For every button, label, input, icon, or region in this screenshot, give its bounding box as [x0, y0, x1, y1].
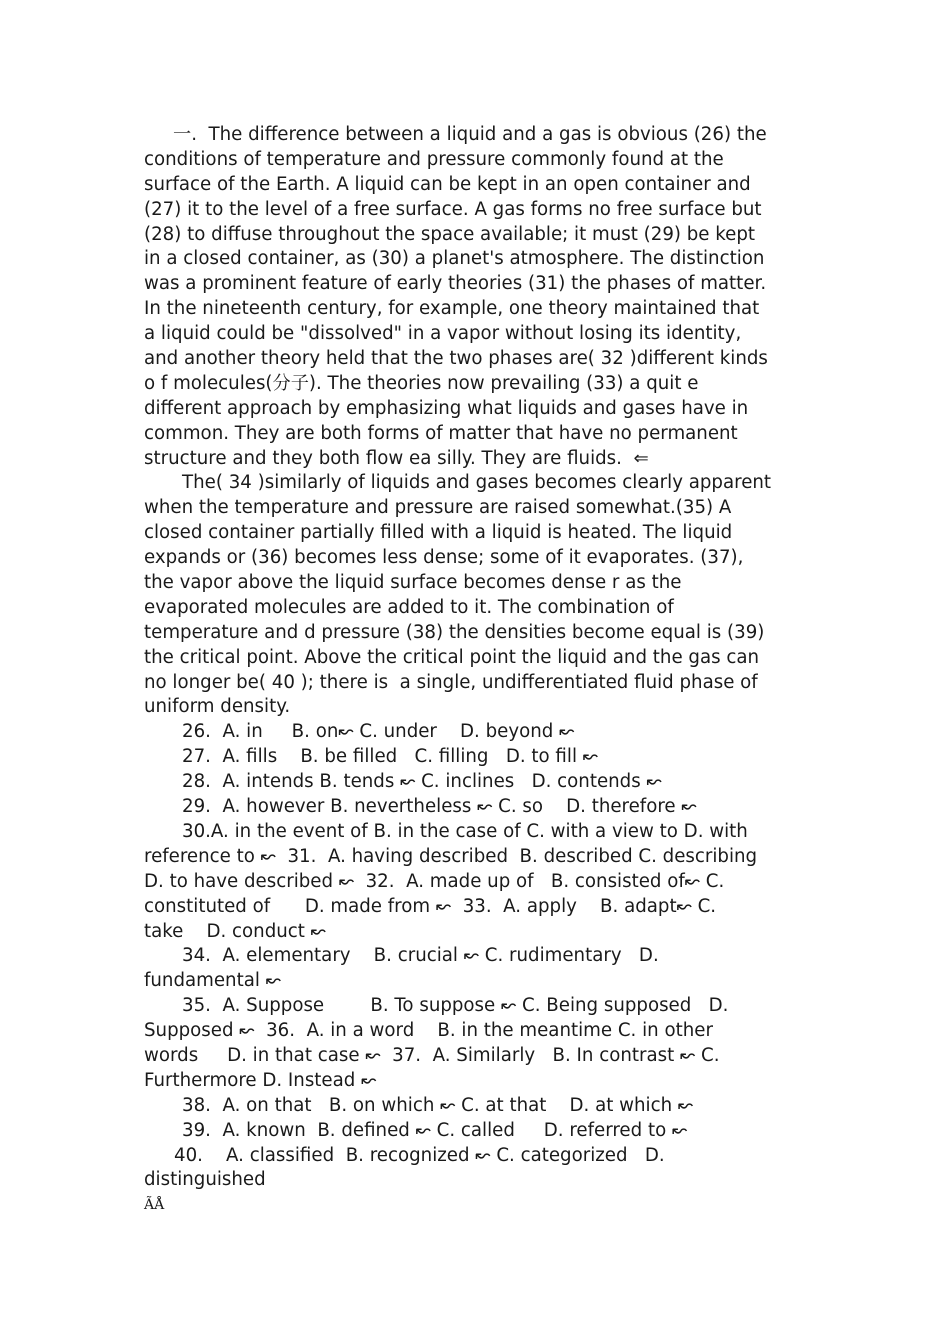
text-line: and another theory held that the two phases are( 32 )different kinds	[144, 348, 768, 370]
text-line: common. They are both forms of matter that have no permanent	[144, 422, 738, 444]
text-line: in a closed container, as (30) a planet's atmosphere. The distinction	[144, 248, 765, 270]
text-line: conditions of temperature and pressure commonly found at the	[144, 148, 724, 170]
question-40-line: 40. A. classified B. recognized ↜ C. categorized D.	[174, 1144, 665, 1166]
text-line: the critical point. Above the critical point the liquid and the gas can	[144, 646, 760, 668]
text-line: In the nineteenth century, for example, one theory maintained that	[144, 298, 760, 320]
question-list	[144, 720, 809, 1193]
text-line: expands or (36) becomes less dense; some of it evaporates. (37),	[144, 547, 744, 569]
document-page	[144, 123, 809, 1218]
text-line: (28) to diffuse throughout the space available; it must (29) be kept	[144, 223, 756, 245]
question-27: 27. A. fills B. be filled C. filling D. to fill ↜	[182, 746, 599, 768]
question-35-37-line: Furthermore D. Instead ↜	[144, 1069, 377, 1091]
text-line: (27) it to the level of a free surface. A gas forms no free surface but	[144, 198, 762, 220]
question-34-line: 34. A. elementary B. crucial ↜ C. rudimentary D.	[182, 945, 659, 967]
text-line: the vapor above the liquid surface becomes dense r as the	[144, 572, 682, 594]
text-line: structure and they both flow ea silly. They are fluids. ⇐	[144, 447, 649, 469]
question-26: 26. A. in B. on↜ C. under D. beyond ↜	[182, 721, 575, 743]
question-39: 39. A. known B. defined ↜ C. called D. referred to ↜	[182, 1119, 688, 1141]
text-line: o f molecules(分子). The theories now prevailing (33) a quit e	[144, 372, 699, 394]
text-line: 一. The difference between a liquid and a gas is obvious (26) the	[173, 124, 767, 145]
text-line: different approach by emphasizing what liquids and gases have in	[144, 397, 749, 419]
passage-paragraph-1	[144, 123, 809, 471]
footer-garbled-text: ÃÅ	[144, 1197, 165, 1214]
text-line: surface of the Earth. A liquid can be kept in an open container and	[144, 173, 751, 195]
text-line: evaporated molecules are added to it. The combination of	[144, 596, 674, 618]
question-30-33-line: reference to ↜ 31. A. having described B. described C. describing	[144, 845, 758, 867]
text-line: The( 34 )similarly of liquids and gases becomes clearly apparent	[182, 472, 772, 494]
question-34-line: fundamental ↜	[144, 970, 281, 992]
question-38: 38. A. on that B. on which ↜ C. at that D. at which ↜	[182, 1094, 694, 1116]
question-35-37-line: Supposed ↜ 36. A. in a word B. in the meantime C. in other	[144, 1020, 713, 1042]
question-30-33-line: 30.A. in the event of B. in the case of C. with a view to D. with	[182, 820, 748, 842]
question-35-37-line: 35. A. Suppose B. To suppose ↜ C. Being supposed D.	[182, 995, 729, 1017]
question-30-33-line: take D. conduct ↜	[144, 920, 326, 942]
text-line: no longer be( 40 ); there is a single, undifferentiated fluid phase of	[144, 671, 758, 693]
text-line: when the temperature and pressure are raised somewhat.(35) A	[144, 497, 732, 519]
question-28: 28. A. intends B. tends ↜ C. inclines D. contends ↜	[182, 771, 662, 793]
text-line: uniform density.	[144, 696, 291, 718]
text-line: a liquid could be "dissolved" in a vapor without losing its identity,	[144, 323, 742, 345]
text-line: closed container partially filled with a liquid is heated. The liquid	[144, 522, 733, 544]
passage-paragraph-2	[144, 471, 809, 720]
question-29: 29. A. however B. nevertheless ↜ C. so D. therefore ↜	[182, 796, 697, 818]
question-30-33-line: D. to have described ↜ 32. A. made up of B. consisted of↜ C.	[144, 870, 725, 892]
question-30-33-line: constituted of D. made from ↜ 33. A. apply B. adapt↜ C.	[144, 895, 717, 917]
text-line: was a prominent feature of early theories (31) the phases of matter.	[144, 273, 767, 295]
text-line: temperature and d pressure (38) the densities become equal is (39)	[144, 621, 765, 643]
question-40-line: distinguished	[144, 1169, 266, 1191]
question-35-37-line: words D. in that case ↜ 37. A. Similarly B. In contrast ↜ C.	[144, 1044, 720, 1066]
